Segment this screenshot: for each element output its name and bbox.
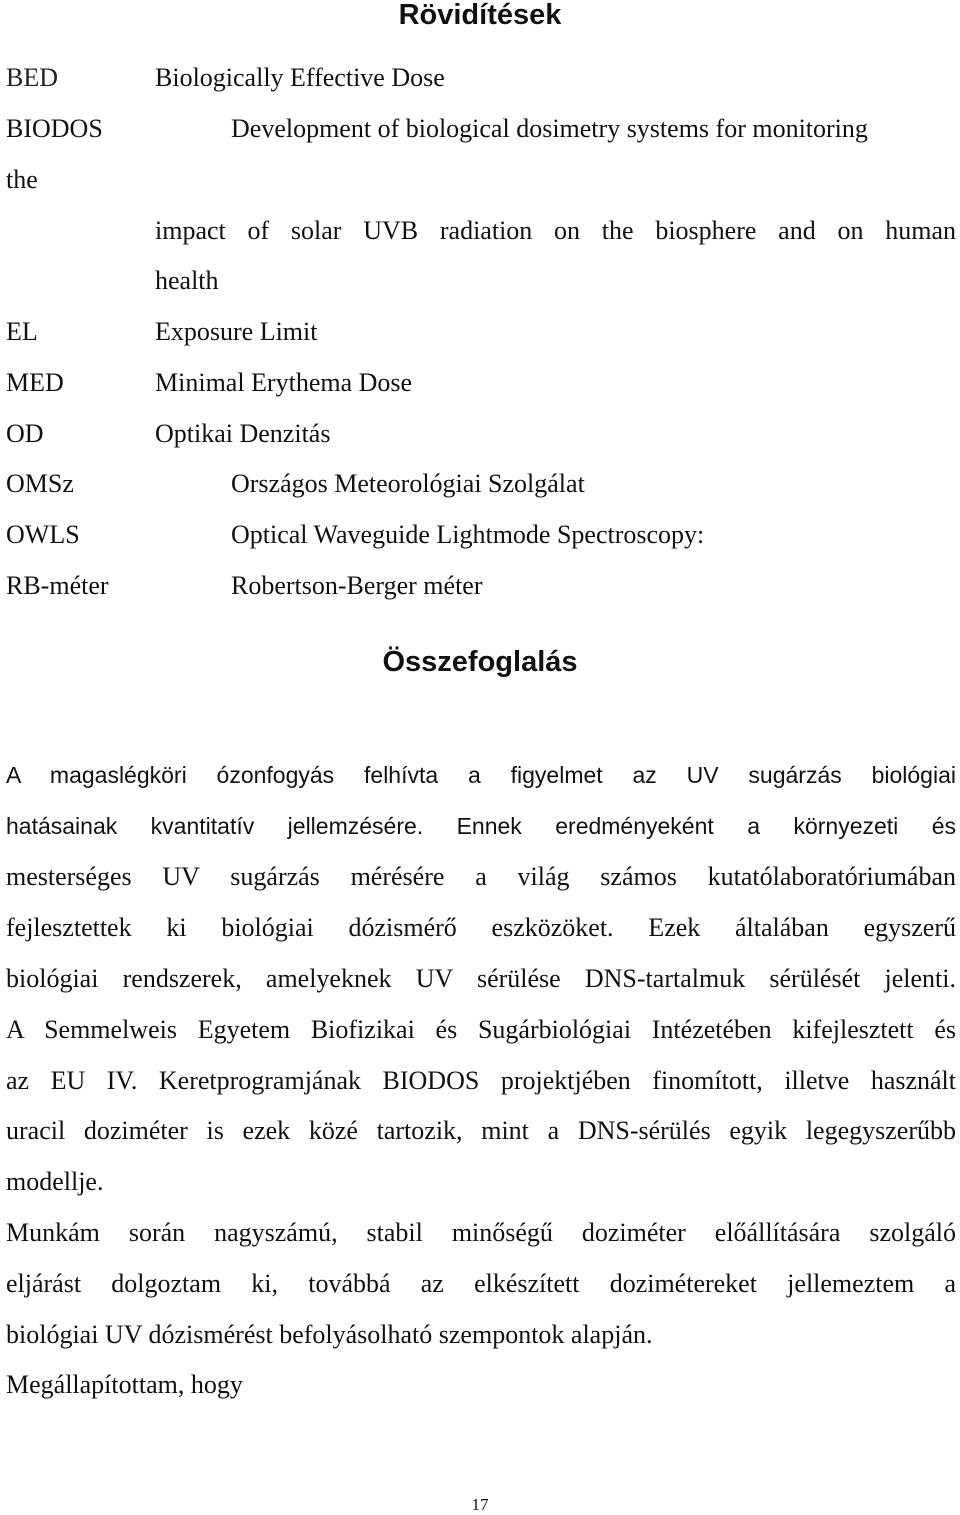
abbr-term: BIODOS bbox=[6, 114, 103, 143]
summary-line: modellje. bbox=[6, 1167, 104, 1196]
summary-line: az EU IV. Keretprogramjának BIODOS projektjében finomított, illetve használt bbox=[6, 1066, 956, 1095]
abbr-term: the bbox=[6, 165, 38, 194]
abbr-definition: Optical Waveguide Lightmode Spectroscopy: bbox=[231, 520, 705, 549]
abbr-term: OD bbox=[6, 419, 44, 448]
abbr-definition: Development of biological dosimetry systems for monitoring bbox=[231, 114, 868, 143]
summary-heading: Összefoglalás bbox=[382, 646, 578, 678]
abbr-definition: Minimal Erythema Dose bbox=[155, 368, 413, 397]
summary-line: biológiai UV dózismérést befolyásolható szempontok alapján. bbox=[6, 1320, 653, 1349]
abbr-definition: Országos Meteorológiai Szolgálat bbox=[231, 469, 585, 498]
summary-line: biológiai rendszerek, amelyeknek UV sérülése DNS-tartalmuk sérülését jelenti. bbox=[6, 964, 956, 993]
abbr-definition: health bbox=[155, 266, 219, 295]
abbr-definition: Optikai Denzitás bbox=[155, 419, 331, 448]
abbr-definition: Biologically Effective Dose bbox=[155, 63, 445, 92]
abbreviations-heading: Rövidítések bbox=[398, 0, 562, 31]
abbr-term: OMSz bbox=[6, 469, 74, 498]
abbr-term: RB-méter bbox=[6, 571, 109, 600]
summary-line: mesterséges UV sugárzás mérésére a világ számos kutatólaboratóriumában bbox=[6, 862, 956, 891]
summary-line: A Semmelweis Egyetem Biofizikai és Sugárbiológiai Intézetében kifejlesztett és bbox=[6, 1015, 956, 1044]
abbr-definition: impact of solar UVB radiation on the biosphere and on human bbox=[155, 216, 956, 245]
abbr-term: BED bbox=[6, 63, 58, 92]
summary-line: A magaslégköri ózonfogyás felhívta a figyelmet az UV sugárzás biológiai bbox=[6, 762, 956, 788]
abbr-term: EL bbox=[6, 317, 38, 346]
summary-line: uracil doziméter is ezek közé tartozik, mint a DNS-sérülés egyik legegyszerűbb bbox=[6, 1116, 956, 1145]
page-number: 17 bbox=[471, 1495, 489, 1514]
abbr-definition: Robertson-Berger méter bbox=[231, 571, 483, 600]
abbr-term: MED bbox=[6, 368, 64, 397]
summary-line: hatásainak kvantitatív jellemzésére. Ennek eredményeként a környezeti és bbox=[6, 813, 956, 839]
summary-line: eljárást dolgoztam ki, továbbá az elkészített dozimétereket jellemeztem a bbox=[6, 1269, 956, 1298]
summary-line: Megállapítottam, hogy bbox=[6, 1370, 243, 1399]
abbr-term: OWLS bbox=[6, 520, 80, 549]
summary-line: fejlesztettek ki biológiai dózismérő eszközöket. Ezek általában egyszerű bbox=[6, 913, 956, 942]
summary-line: Munkám során nagyszámú, stabil minőségű doziméter előállítására szolgáló bbox=[6, 1218, 956, 1247]
abbr-definition: Exposure Limit bbox=[155, 317, 318, 346]
